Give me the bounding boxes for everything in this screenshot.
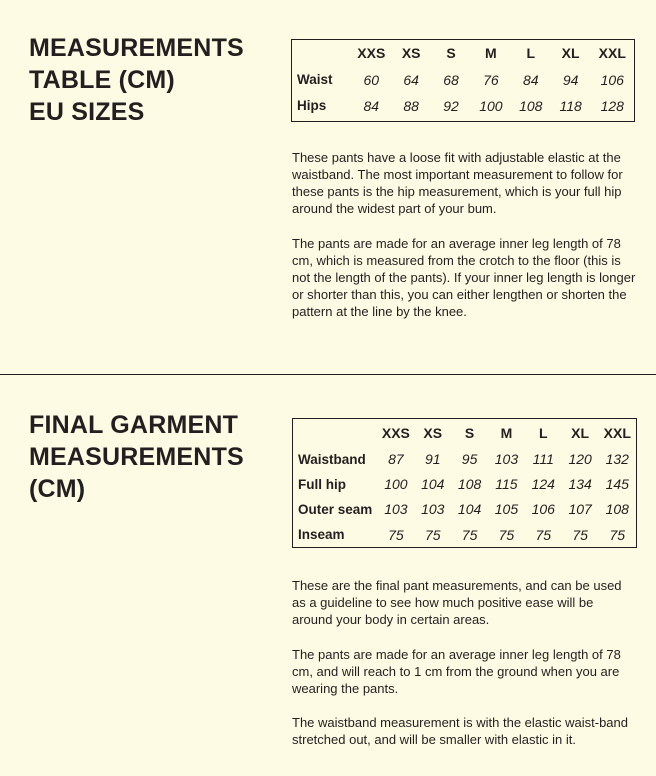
row-label: Outer seam — [298, 501, 373, 517]
table-cell: 145 — [605, 476, 629, 492]
waistband-note-paragraph: The waistband measurement is with the elastic waist-band stretched out, and will be smaller with elastic in it. — [292, 715, 628, 747]
table-cell: 111 — [532, 451, 554, 467]
table-cell: 64 — [403, 71, 419, 88]
table-corner-cell — [293, 419, 378, 447]
table-cell: 68 — [443, 71, 459, 88]
row-label: Full hip — [298, 476, 346, 492]
row-label: Waist — [297, 72, 333, 88]
column-header: M — [485, 45, 497, 62]
column-header: XS — [401, 45, 421, 62]
section1-heading-line: MEASUREMENTS — [29, 34, 244, 62]
section1-heading-line: EU SIZES — [29, 98, 145, 126]
table-cell: 76 — [483, 71, 499, 88]
table-cell: 115 — [495, 476, 518, 492]
table-cell: 108 — [519, 97, 543, 114]
table-cell: 108 — [457, 476, 482, 492]
row-label: Inseam — [298, 526, 345, 542]
column-header: S — [464, 424, 475, 441]
column-header: S — [446, 45, 456, 62]
section2-heading-line: (CM) — [29, 475, 86, 503]
section-divider — [0, 374, 656, 375]
table-cell: 92 — [443, 97, 459, 114]
table-cell: 107 — [568, 501, 592, 517]
column-header: L — [539, 424, 548, 441]
table-corner-cell — [292, 40, 352, 67]
table-row — [293, 447, 637, 472]
section2-heading — [29, 409, 244, 505]
table-cell: 75 — [424, 526, 441, 543]
section2-heading-line: MEASUREMENTS — [29, 443, 244, 471]
column-header: XL — [561, 45, 580, 62]
table-cell: 60 — [363, 71, 380, 88]
table-row — [292, 67, 635, 93]
final-garment-measurements-table — [292, 418, 637, 548]
table-cell: 104 — [457, 501, 482, 517]
section1-heading-line: TABLE (CM) — [29, 66, 175, 94]
table-cell: 75 — [498, 526, 515, 543]
table-cell: 75 — [609, 526, 626, 543]
table-cell: 95 — [461, 451, 478, 467]
table-cell: 75 — [388, 526, 404, 543]
table-cell: 118 — [559, 97, 582, 114]
table-cell: 108 — [605, 501, 629, 517]
table-row — [293, 522, 637, 548]
table-cell: 75 — [535, 526, 552, 543]
table-cell: 87 — [388, 451, 404, 467]
table-cell: 132 — [605, 451, 629, 467]
table-cell: 103 — [384, 501, 408, 517]
table-cell: 91 — [424, 451, 441, 467]
column-header: XS — [423, 424, 443, 441]
table-cell: 134 — [568, 476, 592, 492]
column-header: XXL — [603, 424, 631, 441]
table-cell: 120 — [568, 451, 592, 467]
table-cell: 88 — [403, 97, 419, 114]
column-header: M — [500, 424, 513, 441]
inner-leg-fit-paragraph: The pants are made for an average inner leg length of 78 cm, and will reach to 1 cm from the ground when you are wearing the pants. — [292, 647, 621, 696]
table-cell: 84 — [522, 71, 539, 88]
table-cell: 106 — [531, 501, 555, 517]
table-cell: 103 — [421, 501, 445, 517]
table-cell: 128 — [600, 97, 624, 114]
table-cell: 75 — [572, 526, 588, 543]
table-row — [292, 93, 635, 122]
column-header: XL — [571, 424, 590, 441]
section2-heading-line: FINAL GARMENT — [29, 411, 239, 439]
table-cell: 103 — [494, 451, 519, 467]
eu-sizes-measurements-table — [291, 39, 635, 122]
table-cell: 94 — [562, 71, 579, 88]
table-cell: 100 — [384, 476, 408, 492]
fit-description-paragraph: These pants have a loose fit with adjustable elastic at the waistband. The most important measurement to follow for these pants is the hip measurement, which is your full hip around the widest part of your bum. — [292, 150, 623, 216]
table-row — [293, 472, 637, 497]
section1-heading — [29, 32, 244, 128]
column-header: XXS — [357, 45, 386, 62]
inner-leg-paragraph: The pants are made for an average inner leg length of 78 cm, which is measured from the crotch to the floor (this is not the length of the pants). If your inner leg length is longer or shorter than this, you can either lengthen or shorten the pattern at the line by the knee. — [292, 236, 636, 319]
table-row — [293, 497, 637, 522]
table-header-row — [293, 419, 637, 447]
table-cell: 84 — [363, 97, 380, 114]
table-cell: 104 — [421, 476, 445, 492]
column-header: XXL — [598, 45, 626, 62]
table-cell: 75 — [461, 526, 478, 543]
table-cell: 106 — [600, 71, 624, 88]
column-header: XXS — [381, 424, 410, 441]
table-cell: 100 — [479, 97, 503, 114]
table-cell: 105 — [494, 501, 519, 517]
row-label: Waistband — [298, 451, 366, 467]
table-header-row — [292, 40, 635, 67]
column-header: L — [526, 45, 536, 62]
final-measurements-paragraph: These are the final pant measurements, and can be used as a guideline to see how much positive ease will be around your body in certain areas. — [292, 578, 622, 627]
table-cell: 124 — [531, 476, 555, 492]
row-label: Hips — [297, 97, 327, 113]
